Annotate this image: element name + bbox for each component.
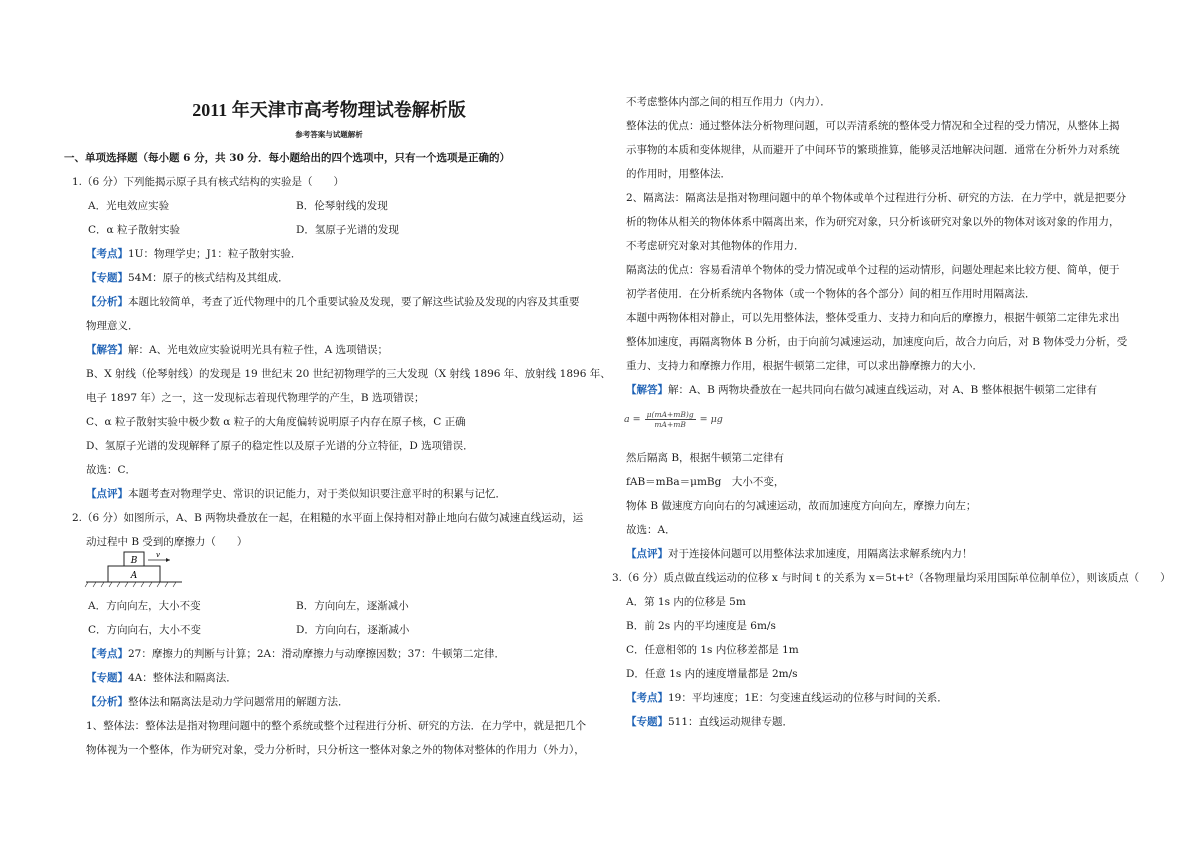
q2-r7: 不考虑研究对象对其他物体的作用力． [626, 240, 805, 252]
ground-hatching [85, 582, 176, 587]
q3-kaodian-text: 19：平均速度；1E：匀变速直线运动的位移与时间的关系． [668, 692, 948, 704]
fenxi-tag: 【分析】 [86, 296, 128, 308]
kaodian-tag: 【考点】 [86, 248, 128, 260]
q1-option-d: D．氢原子光谱的发现 [296, 224, 399, 236]
q2-r9: 初学者使用．在分析系统内各物体（或一个物体的各个部分）间的相互作用时用隔离法． [626, 288, 1036, 300]
paper-title: 2011 年天津市高考物理试卷解析版 [192, 100, 466, 120]
formula-rhs: = μg [699, 414, 723, 425]
q2-r16: 故选：A． [626, 524, 676, 536]
q1-fenxi-cont: 物理意义． [86, 320, 139, 332]
q1-fenxi [86, 296, 580, 309]
q1-option-b: B．伦琴射线的发现 [296, 200, 388, 212]
paper-subtitle: 参考答案与试题解析 [295, 130, 363, 139]
q2-paragraph-1: 1、整体法：整体法是指对物理问题中的整个系统或整个过程进行分析、研究的方法．在力学中，就是把几个 [86, 720, 587, 732]
q3-option-c: C．任意相邻的 1s 内位移差都是 1m [626, 644, 799, 656]
jieda-tag: 【解答】 [626, 384, 668, 396]
q3-option-d: D．任意 1s 内的速度增量都是 2m/s [626, 668, 798, 680]
q1-dianping-text: 本题考查对物理学史、常识的识记能力，对于类似知识要注意平时的积累与记忆． [128, 488, 506, 500]
q2-r5: 2、隔离法：隔离法是指对物理问题中的单个物体或单个过程进行分析、研究的方法．在力学中，就是把要分 [626, 192, 1127, 204]
q2-r2: 整体法的优点：通过整体法分析物理问题，可以弄清系统的整体受力情况和全过程的受力情况，从整体上揭 [626, 120, 1120, 132]
section-heading: 一、单项选择题（每小题 6 分，共 30 分．每小题给出的四个选项中，只有一个选项是正确的） [64, 152, 511, 164]
zhuanti-tag: 【专题】 [86, 672, 128, 684]
q2-jieda [626, 384, 1097, 397]
q3-option-b: B．前 2s 内的平均速度是 6m/s [626, 620, 776, 632]
block-b-label: B [130, 556, 138, 566]
dianping-tag: 【点评】 [86, 488, 128, 500]
q2-fenxi-text: 整体法和隔离法是动力学问题常用的解题方法． [128, 696, 349, 708]
fenxi-tag: 【分析】 [86, 696, 128, 708]
q1-jieda [86, 344, 388, 357]
q1-jieda-4: C、α 粒子散射实验中极少数 α 粒子的大角度偏转说明原子内存在原子核，C 正确 [86, 416, 466, 428]
q2-fenxi [86, 696, 349, 709]
q1-dianping [86, 488, 506, 501]
q2-r6: 析的物体从相关的物体体系中隔离出来，作为研究对象，只分析该研究对象以外的物体对该对象的作用力， [626, 216, 1120, 228]
formula-fraction [645, 410, 696, 429]
q2-option-d: D．方向向右，逐渐减小 [296, 624, 410, 636]
q2-r10: 本题中两物体相对静止，可以先用整体法，整体受重力、支持力和向后的摩擦力，根据牛顿第二定律先求出 [626, 312, 1120, 324]
formula-denominator: mA+mB [654, 420, 686, 429]
q2-r11: 整体加速度，再隔离物体 B 分析，由于向前匀减速运动，加速度向后，故合力向后，对 B 物体受力分析，受 [626, 336, 1128, 348]
q1-jieda-2: B、X 射线（伦琴射线）的发现是 19 世纪末 20 世纪初物理学的三大发现（X 射线 1896 年、放射线 1896 年、 [86, 368, 611, 380]
q2-r14: fAB＝mBa＝μmBg 大小不变， [626, 476, 785, 488]
block-a-label: A [130, 571, 138, 581]
q1-kaodian-text: 1U：物理学史；J1：粒子散射实验． [128, 248, 302, 260]
blocks-diagram [84, 550, 184, 590]
q2-r4: 的作用时，用整体法． [626, 168, 731, 180]
q1-jieda-text-1: 解：A、光电效应实验说明光具有粒子性，A 选项错误； [128, 344, 389, 356]
q3-zhuanti-text: 511：直线运动规律专题． [668, 716, 794, 728]
formula-numerator: μ(mA+mB)g [646, 410, 694, 419]
q2-paragraph-2: 物体视为一个整体，作为研究对象，受力分析时，只分析这一整体对象之外的物体对整体的作用力（外力）， [86, 744, 585, 756]
q2-stem-1: 2.（6 分）如图所示，A、B 两物块叠放在一起，在粗糙的水平面上保持相对静止地向右做匀减速直线运动，运 [72, 512, 584, 524]
kaodian-tag: 【考点】 [86, 648, 128, 660]
q2-zhuanti [86, 672, 237, 685]
q2-r13: 然后隔离 B，根据牛顿第二定律有 [626, 452, 785, 464]
q2-kaodian [86, 648, 505, 661]
velocity-arrowhead [166, 558, 170, 562]
jieda-tag: 【解答】 [86, 344, 128, 356]
q1-kaodian [86, 248, 301, 261]
acceleration-formula [624, 410, 723, 429]
q2-stem-2: 动过程中 B 受到的摩擦力（ ） [86, 536, 248, 548]
q1-zhuanti-text: 54M：原子的核式结构及其组成． [128, 272, 289, 284]
q2-dianping [626, 548, 973, 561]
q2-dianping-text: 对于连接体问题可以用整体法求加速度，用隔离法求解系统内力！ [668, 548, 973, 560]
q2-r12: 重力、支持力和摩擦力作用，根据牛顿第二定律，可以求出静摩擦力的大小． [626, 360, 983, 372]
q1-jieda-3: 电子 1897 年）之一，这一发现标志着现代物理学的产生，B 选项错误； [86, 392, 425, 404]
q1-zhuanti [86, 272, 289, 285]
q2-kaodian-text: 27：摩擦力的判断与计算；2A：滑动摩擦力与动摩擦因数；37：牛顿第二定律． [128, 648, 505, 660]
q2-option-c: C．方向向右，大小不变 [88, 624, 202, 636]
q2-option-a: A．方向向左，大小不变 [88, 600, 201, 612]
q2-r1: 不考虑整体内部之间的相互作用力（内力）． [626, 96, 831, 108]
q3-stem: 3.（6 分）质点做直线运动的位移 x 与时间 t 的关系为 x＝5t+t²（各物理量均采用国际单位制单位），则该质点（ ） [612, 572, 1171, 584]
q3-option-a: A．第 1s 内的位移是 5m [626, 596, 746, 608]
q2-zhuanti-text: 4A：整体法和隔离法． [128, 672, 237, 684]
dianping-tag: 【点评】 [626, 548, 668, 560]
q2-jieda-text: 解：A、B 两物块叠放在一起共同向右做匀减速直线运动，对 A、B 整体根据牛顿第二定律有 [668, 384, 1098, 396]
q3-zhuanti [626, 716, 793, 729]
q3-kaodian [626, 692, 948, 705]
q2-r3: 示事物的本质和变体规律，从而避开了中间环节的繁琐推算，能够灵活地解决问题．通常在分析外力对系统 [626, 144, 1120, 156]
q1-jieda-6: 故选：C． [86, 464, 137, 476]
q2-option-b: B．方向向左，逐渐减小 [296, 600, 409, 612]
q1-option-c: C．α 粒子散射实验 [88, 224, 180, 236]
q1-option-a: A．光电效应实验 [88, 200, 170, 212]
zhuanti-tag: 【专题】 [86, 272, 128, 284]
zhuanti-tag: 【专题】 [626, 716, 668, 728]
velocity-label: v [156, 551, 160, 559]
kaodian-tag: 【考点】 [626, 692, 668, 704]
q1-stem: 1.（6 分）下列能揭示原子具有核式结构的实验是（ ） [72, 176, 345, 188]
q2-r8: 隔离法的优点：容易看清单个物体的受力情况或单个过程的运动情形，问题处理起来比较方便、简单，便于 [626, 264, 1120, 276]
formula-lhs: a = [624, 414, 641, 425]
q1-fenxi-text-1: 本题比较简单，考查了近代物理中的几个重要试验及发现，要了解这些试验及发现的内容及其重要 [128, 296, 580, 308]
q2-r15: 物体 B 做速度方向向右的匀减速运动，故而加速度方向向左，摩擦力向左； [626, 500, 977, 512]
q1-jieda-5: D、氢原子光谱的发现解释了原子的稳定性以及原子光谱的分立特征，D 选项错误． [86, 440, 474, 452]
